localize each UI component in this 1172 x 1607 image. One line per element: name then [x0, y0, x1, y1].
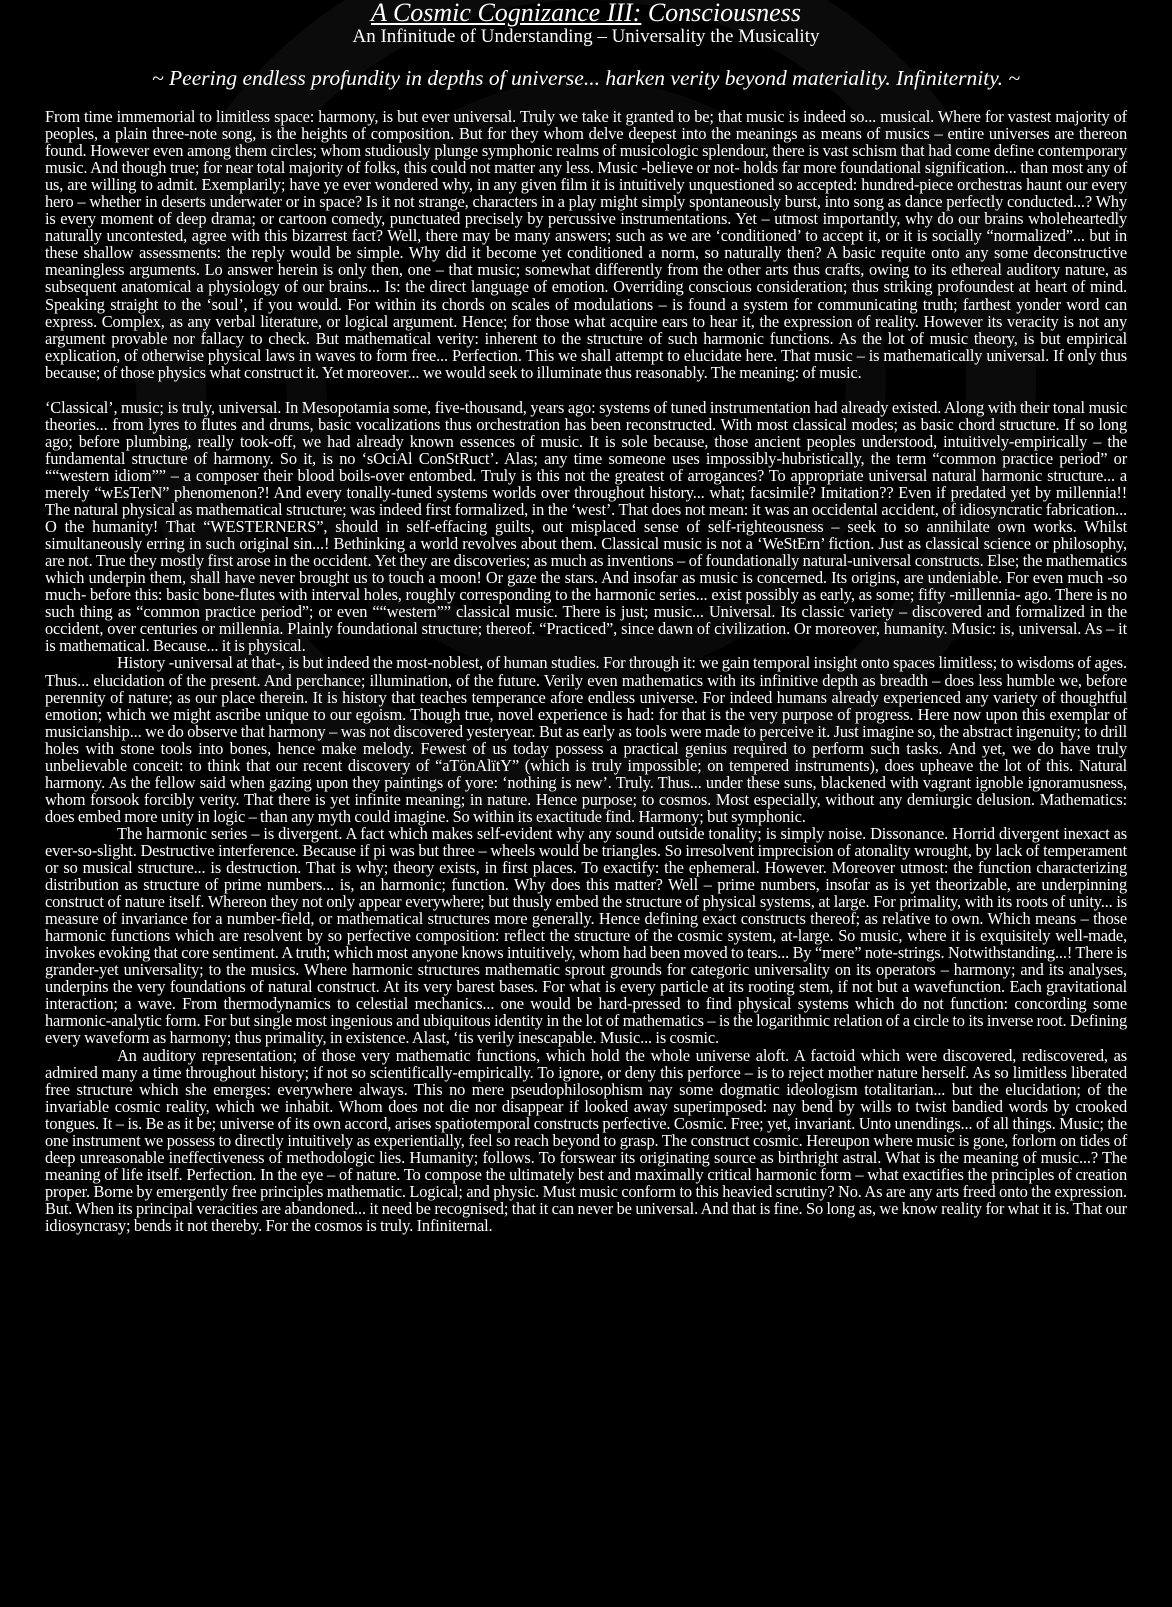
- paragraph-text: History -universal at that-, is but indeed the most-noblest, of human studies. For through it: we gain temporal insight onto spaces limitless; to wisdoms of ages. Thus... elucidation of the present. And perchance; illumination, of the future. Verily even mathematics with its infinitive depth as breadth – does less humble we, before perennity of nature; as our place therein. It is history that teaches temperance afore endless universe. For indeed humans already experienced any variety of thoughtful emotion; which we might ascribe unique to our egoism. Though true, novel experience is had: for that is the very purpose of progress. Here now upon this exemplar of musicianship... we do observe that harmony – was not discovered yesteryear. But as early as tools were made to perceive it. Just imagine so, the abstract ingenuity; to drill holes with stone tools into bones, hence make melody. Fewest of us today possess a practical genius required to perform such tasks. And yet, we do have truly unbelievable conceit: to think that our recent discovery of “aTönAlïtY” (which is truly impossible; on tempered instruments), does upheave the lot of this. Natural harmony. As the fellow said when gazing upon they paintings of yore: ‘nothing is new’. Truly. Thus... under these suns, blackened with vagrant ignoble ignoramusness, whom forsook forcibly verity. That there is yet infinite meaning; in nature. Hence purpose; to cosmos. Most especially, without any demiurgic delusion. Mathematics: does embed more unity in logic – than any myth could imagine. So within its exactitude find. Harmony; but symphonic.: [45, 653, 1127, 826]
- title-main: A Cosmic Cognizance III:: [371, 0, 642, 27]
- document-header: [0, 0, 1172, 90]
- paragraph-text: From time immemorial to limitless space: harmony, is but ever universal. Truly we take it granted to be; that music is indeed so... musical. Where for vastest majority of peoples, a plain three-note song, is the heights of composition. But for they whom delve deepest into the meanings as means of musics – entire universes are thereon found. However even among them circles; whom studiously plunge symphonic realms of musicologic splendour, there is vast schism that had come define contemporary music. And though true; for near total majority of folks, this could not matter any less. Music -believe or not- holds far more foundational signification... than most any of us, are willing to admit. Exemplarily; have ye ever wondered why, in any given film it is intuitively unquestioned so accepted: hundred-piece orchestras haunt our every hero – whether in deserts underwater or in space? Is it not strange, characters in a play might simply spontaneously burst, into song as dance perfectly conducted...? Why is every moment of deep drama; or cartoon comedy, punctuated precisely by percussive instrumentations. Yet – utmost importantly, why do our brains wholeheartedly naturally uncontested, agree with this bizarrest fact? Well, there may be many answers; such as we are ‘conditioned’ to accept it, or it is socially “normalized”... but in these shallow assessments: the reply would be simple. Why did it become yet conditioned a norm, so naturally then? A basic requite onto any some deconstructive meaningless arguments. Lo answer herein is only then, one – that music; somewhat differently from the other arts thus crafts, owing to its ethereal auditory nature, as subsequent anatomical a physiology of our brains... Is: the direct language of emotion. Overriding conscious consideration; thus striking profoundest at heart of mind. Speaking straight to the ‘soul’, if you would. For within its chords on scales of modulations – is found a system for communicating truth; farthest yonder word can express. Complex, as any verbal literature, or logical argument. Hence; for those what acquire ears to hear it, the expression of reality. However its veracity is not any argument provable nor fallacy to check. But mathematical verity: inherent to the structure of such harmonic functions. As the lot of music theory, is but empirical explication, of otherwise physical laws in waves to form free... Perfection. This we shall attempt to elucidate here. That music – is mathematically universal. If only thus because; of those physics what construct it. Yet moreover... we would seek to illuminate thus reasonably. The meaning: of music.: [45, 107, 1127, 382]
- document-subtitle: An Infinitude of Understanding – Universality the Musicality: [352, 26, 820, 47]
- paragraph: [45, 654, 1127, 824]
- paragraph: [45, 399, 1127, 655]
- document-tagline: ~ Peering endless profundity in depths of universe... harken verity beyond materiality. Infiniternity. ~: [152, 66, 1020, 90]
- document-title: [0, 0, 1172, 26]
- document-body: [45, 108, 1127, 1234]
- paragraph-text: The harmonic series – is divergent. A fact which makes self-evident why any sound outside tonality; is simply noise. Dissonance. Horrid divergent inexact as ever-so-slight. Destructive interference. Because if pi was but three – wheels would be triangles. So irresolvent imprecision of atonality wrought, by lack of temperament or so musical structure... is destruction. That is why; theory exists, in first places. To exactify: the ephemeral. However. Moreover utmost: the function characterizing distribution as structure of prime numbers... is, an harmonic; function. Why does this matter? Well – prime numbers, insofar as is yet theorizable, are underpinning construct of nature itself. Whereon they not only appear everywhere; but thusly embed the structure of physical systems, at large. For primality, with its roots of unity... is measure of invariance for a number-field, or mathematical structures more generally. Hence defining exact constructs thereof; as relative to own. Which means – those harmonic functions which are resolvent by so perfective composition: reflect the structure of the cosmic system, at-large. So music, where it is exquisitely well-made, invokes evoking that core sentiment. A truth; which most anyone knows intuitively, whom had been moved to tears... By “mere” note-strings. Notwithstanding...! There is grander-yet universality; to the musics. Where harmonic structures mathematic sprout grounds for categoric universality on its operators – harmony; and its analyses, underpins the very foundations of natural construct. At its very barest bases. For what is every particle at its rooting stem, if not but a wavefunction. Each gravitational interaction; a wave. From thermodynamics to celestial mechanics... one would be hard-pressed to find physical systems which do not function: concording some harmonic-analytic form. For but single most ingenious and ubiquitous identity in the lot of mathematics – is the logarithmic relation of a circle to its inverse root. Defining every waveform as harmony; thus primality, in existence. Alast, ‘tis verily inescapable. Music... is cosmic.: [45, 823, 1127, 1048]
- paragraph-text: ‘Classical’, music; is truly, universal. In Mesopotamia some, five-thousand, years ago: systems of tuned instrumentation had already existed. Along with their tonal music theories... from lyres to flutes and drums, basic vocalizations thus orchestration has been reconstructed. With most classical modes; as basic chord structure. If so long ago; before plumbing, really took-off, we had already known essences of music. It is sole because, those ancient peoples understood, intuitively-empirically – the fundamental structure of harmony. So it, is no ‘sOciAl ConStRuct’. Alas; any time someone uses impossibly-hubristically, the term “common practice period” or ““western idiom”” – a composer their blood boils-over entombed. Truly is this not the greatest of arrogances? To appropriate universal natural harmonic structure... a merely “wEsTerN” phenomenon?! And every tonally-tuned systems worlds over throughout history... what; facsimile? Imitation?? Even if predated yet by millennia!! The natural physical as mathematical structure; was indeed first formalized, in the ‘west’. That does not mean: it was an occidental accident, of idiosyncratic fabrication... O the humanity! That “WESTERNERS”, should in self-effacing guilts, out misplaced sense of self-righteousness – seek to so annihilate own works. Whilst simultaneously erring in such original sin...! Bethinking a world revolves about them. Classical music is not a ‘WeStErn’ fiction. Just as classical science or philosophy, are not. True they mostly first arose in the occident. Yet they are discoveries; as much as inventions – of foundationally natural-universal constructs. Else; the mathematics which underpin them, shall have never brought us to touch a moon! Or gaze the stars. And insofar as music is concerned. Its origins, are undeniable. For even much -so much- before this: basic bone-flutes with interval holes, roughly corresponding to the harmonic series... exist possibly as early, as some; fifty -millennia- ago. There is no such thing as “common practice period”; or even ““western”” classical music. There is just; music... Universal. Its classic variety – discovered and formalized in the occident, over centuries or millennia. Plainly foundational structure; thereof. “Practiced”, since dawn of civilization. Or moreover, humanity. Music: is, universal. As – it is mathematical. Because... it is physical.: [45, 397, 1127, 656]
- title-rest: Consciousness: [641, 0, 801, 27]
- paragraph: [45, 825, 1127, 1047]
- paragraph-text: An auditory representation; of those very mathematic functions, which hold the whole universe aloft. A factoid which were discovered, rediscovered, as admired many a time throughout history; if not so scientifically-empirically. To ignore, or deny this perforce – is to reject mother nature herself. As so limitless liberated free structure which she emerges: everywhere always. This no mere pseudophilosophism nay some dogmatic ideologism totalitarian... but the elucidation; of the invariable cosmic reality, which we inhabit. Whom does not die nor disappear if looked away superimposed: nay bend by wills to twist bandied words by crooked tongues. It – is. Be as it be; universe of its own accord, arises spatiotemporal constructs perfective. Cosmic. Free; yet, invariant. Unto unendings... of all things. Music; the one instrument we possess to directly intuitively as experientially, feel so reach beyond to grasp. The construct cosmic. Hereupon where music is gone, forlorn on tides of deep unreasonable ineffectiveness of methodologic lies. Humanity; follows. To forswear its originating source as birthright astral. What is the meaning of music...? The meaning of life itself. Perfection. In the eye – of nature. To compose the ultimately best and maximally critical harmonic form – what exactifies the principles of creation proper. Borne by emergently free principles mathematic. Logical; and physic. Must music conform to this heavied scrutiny? No. As are any arts freed onto the expression. But. When its principal veracities are abandoned... it need be recognised; that it can never be universal. And that is fine. So long as, we know reality for what it is. That our idiosyncrasy; bends it not thereby. For the cosmos is truly. Infiniternal.: [45, 1045, 1127, 1235]
- paragraph: [45, 108, 1127, 381]
- paragraph: [45, 1047, 1127, 1235]
